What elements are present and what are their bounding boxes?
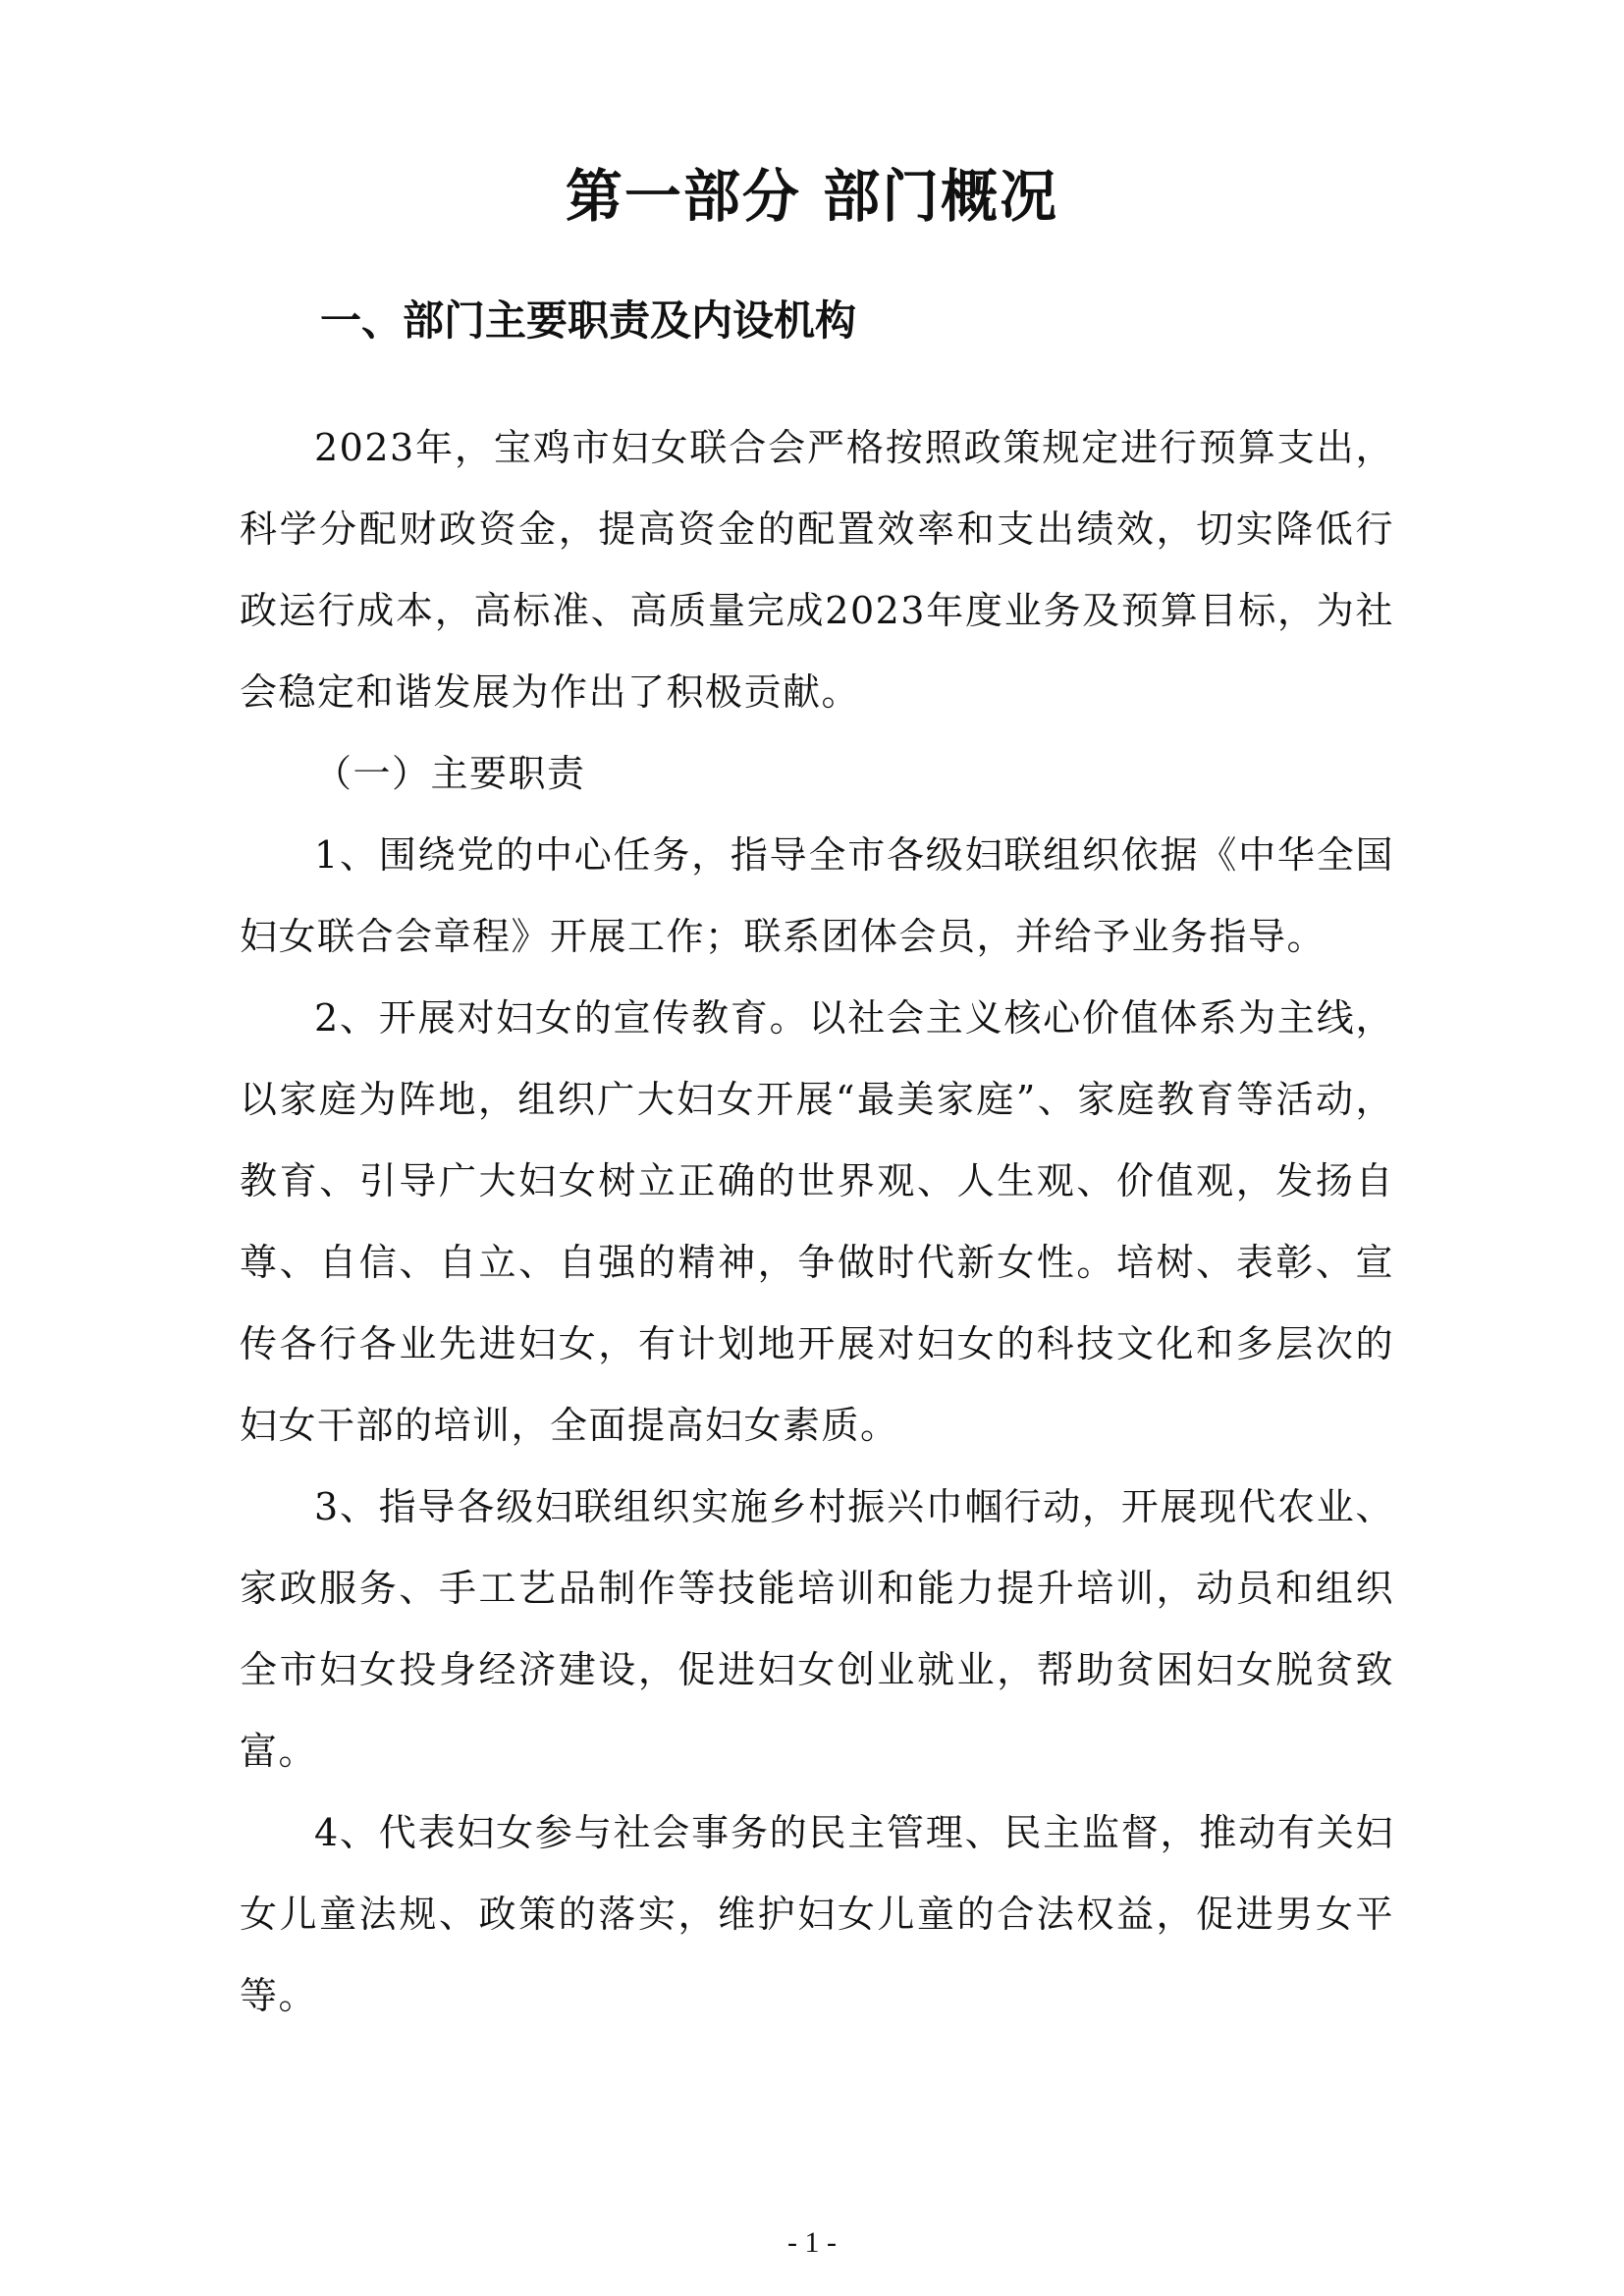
section-heading: 一、部门主要职责及内设机构: [320, 296, 857, 345]
subsection-heading: （一）主要职责: [314, 752, 586, 795]
duty-paragraph-3: 3、指导各级妇联组织实施乡村振兴巾帼行动，开展现代农业、家政服务、手工艺品制作等技能培训和能力提升培训，动员和组织全市妇女投身经济建设，促进妇女创业就业，帮助贫困妇女脱贫致富。: [240, 1485, 1394, 1773]
duty-paragraph-4: 4、代表妇女参与社会事务的民主管理、民主监督，推动有关妇女儿童法规、政策的落实，维护妇女儿童的合法权益，促进男女平等。: [240, 1811, 1394, 2017]
intro-paragraph: 2023年，宝鸡市妇女联合会严格按照政策规定进行预算支出，科学分配财政资金，提高资金的配置效率和支出绩效，切实降低行政运行成本，高标准、高质量完成2023年度业务及预算目标，为社会稳定和谐发展为作出了积极贡献。: [240, 426, 1394, 714]
page-title: 第一部分 部门概况: [565, 163, 1059, 230]
document-body: [240, 407, 1394, 2037]
duty-paragraph-2: 2、开展对妇女的宣传教育。以社会主义核心价值体系为主线，以家庭为阵地，组织广大妇女开展“最美家庭”、家庭教育等活动，教育、引导广大妇女树立正确的世界观、人生观、价值观，发扬自尊、自信、自立、自强的精神，争做时代新女性。培树、表彰、宣传各行各业先进妇女，有计划地开展对妇女的科技文化和多层次的妇女干部的培训，全面提高妇女素质。: [240, 996, 1394, 1447]
page-number: - 1 -: [787, 2226, 837, 2259]
duty-paragraph-1: 1、围绕党的中心任务，指导全市各级妇联组织依据《中华全国妇女联合会章程》开展工作；联系团体会员，并给予业务指导。: [240, 833, 1394, 958]
